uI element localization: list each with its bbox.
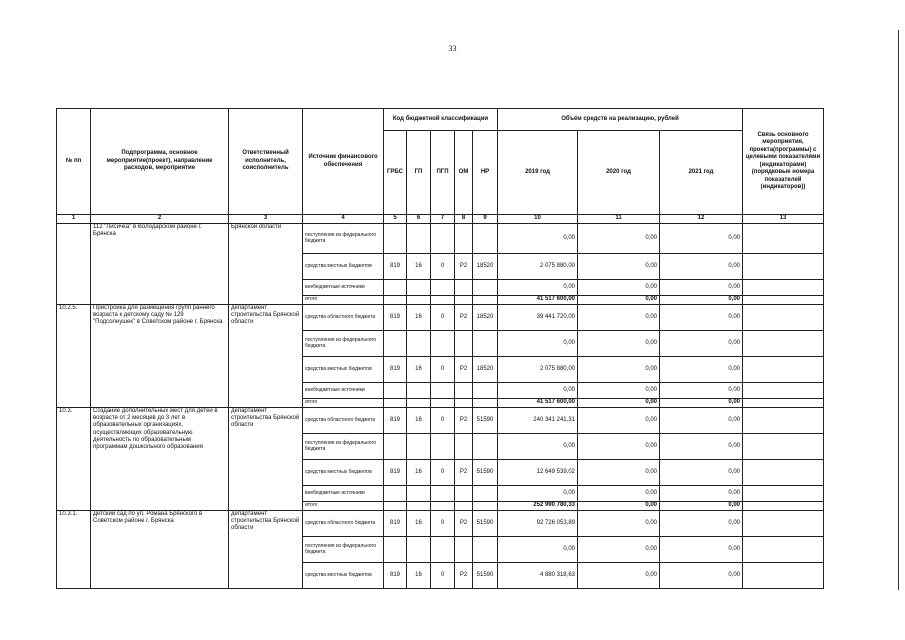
header-2020: 2020 год bbox=[578, 131, 660, 215]
code-pgp: 0 bbox=[431, 460, 455, 486]
amount-2019: 0,00 bbox=[498, 280, 578, 296]
code-pgp bbox=[431, 296, 455, 305]
code-grbs bbox=[384, 434, 407, 460]
amount-2020: 0,00 bbox=[578, 511, 660, 537]
code-pgp bbox=[431, 224, 455, 254]
code-grbs: 819 bbox=[384, 305, 407, 331]
row-number: 10.3.1. bbox=[57, 511, 91, 589]
row-number: 10.3. bbox=[57, 408, 91, 511]
row-number: 10.2.5. bbox=[57, 305, 91, 408]
column-index-cell: 1 bbox=[57, 215, 91, 224]
code-np bbox=[473, 224, 498, 254]
code-gp bbox=[407, 434, 431, 460]
funding-source: внебюджетные источники bbox=[303, 280, 384, 296]
responsible-executor: Брянской области bbox=[229, 224, 303, 305]
row-number bbox=[57, 224, 91, 305]
indicator-link bbox=[743, 511, 824, 537]
header-source: Источник финансового обеспечения bbox=[303, 109, 384, 215]
table-row bbox=[57, 305, 824, 331]
code-om bbox=[455, 537, 473, 563]
amount-2019: 12 649 539,02 bbox=[498, 460, 578, 486]
code-om bbox=[455, 331, 473, 357]
header-num: № пп bbox=[57, 109, 91, 215]
header-gp: ГП bbox=[407, 131, 431, 215]
code-grbs: 819 bbox=[384, 460, 407, 486]
amount-2021: 0,00 bbox=[660, 305, 743, 331]
code-np: 51590 bbox=[473, 563, 498, 589]
code-np: 18520 bbox=[473, 254, 498, 280]
amount-2019: 2 075 880,00 bbox=[498, 357, 578, 383]
code-np bbox=[473, 296, 498, 305]
table-row bbox=[57, 511, 824, 537]
code-om: P2 bbox=[455, 563, 473, 589]
funding-source: внебюджетные источники bbox=[303, 486, 384, 502]
amount-2020: 0,00 bbox=[578, 383, 660, 399]
code-grbs: 819 bbox=[384, 511, 407, 537]
funding-source: внебюджетные источники bbox=[303, 383, 384, 399]
funding-source: средства местных бюджетов bbox=[303, 357, 384, 383]
column-index-cell: 10 bbox=[498, 215, 578, 224]
code-grbs: 819 bbox=[384, 357, 407, 383]
indicator-link bbox=[743, 383, 824, 399]
indicator-link bbox=[743, 331, 824, 357]
amount-2020: 0,00 bbox=[578, 280, 660, 296]
column-index-cell: 8 bbox=[455, 215, 473, 224]
indicator-link bbox=[743, 434, 824, 460]
amount-2021: 0,00 bbox=[660, 460, 743, 486]
amount-2019: 41 517 600,00 bbox=[498, 399, 578, 408]
indicator-link bbox=[743, 460, 824, 486]
indicator-link bbox=[743, 254, 824, 280]
funding-source: средства областного бюджета bbox=[303, 305, 384, 331]
code-om: P2 bbox=[455, 408, 473, 434]
column-index-cell: 6 bbox=[407, 215, 431, 224]
code-om: P2 bbox=[455, 357, 473, 383]
code-om bbox=[455, 280, 473, 296]
amount-2021: 0,00 bbox=[660, 296, 743, 305]
indicator-link bbox=[743, 296, 824, 305]
responsible-executor: департамент строительства Брянской области bbox=[229, 511, 303, 589]
code-grbs bbox=[384, 502, 407, 511]
header-om: ОМ bbox=[455, 131, 473, 215]
amount-2019: 0,00 bbox=[498, 383, 578, 399]
amount-2020: 0,00 bbox=[578, 537, 660, 563]
code-om bbox=[455, 486, 473, 502]
page-edge-line bbox=[898, 30, 899, 590]
code-pgp: 0 bbox=[431, 511, 455, 537]
code-grbs bbox=[384, 296, 407, 305]
amount-2021: 0,00 bbox=[660, 434, 743, 460]
amount-2020: 0,00 bbox=[578, 486, 660, 502]
funding-source: поступления из федерального бюджета bbox=[303, 224, 384, 254]
code-np: 51590 bbox=[473, 511, 498, 537]
budget-table bbox=[56, 108, 824, 589]
code-pgp bbox=[431, 383, 455, 399]
code-gp bbox=[407, 399, 431, 408]
amount-2021: 0,00 bbox=[660, 224, 743, 254]
indicator-link bbox=[743, 537, 824, 563]
amount-2020: 0,00 bbox=[578, 434, 660, 460]
code-np bbox=[473, 486, 498, 502]
code-grbs bbox=[384, 331, 407, 357]
amount-2020: 0,00 bbox=[578, 399, 660, 408]
amount-2019: 240 341 241,31 bbox=[498, 408, 578, 434]
code-gp: 16 bbox=[407, 254, 431, 280]
amount-2019: 0,00 bbox=[498, 537, 578, 563]
code-np bbox=[473, 383, 498, 399]
code-om bbox=[455, 502, 473, 511]
funding-source: поступления из федерального бюджета bbox=[303, 537, 384, 563]
amount-2021: 0,00 bbox=[660, 331, 743, 357]
indicator-link bbox=[743, 280, 824, 296]
header-volume: Объём средств на реализацию, рублей bbox=[498, 109, 743, 131]
code-grbs bbox=[384, 537, 407, 563]
code-pgp: 0 bbox=[431, 408, 455, 434]
amount-2019: 39 441 720,00 bbox=[498, 305, 578, 331]
code-np bbox=[473, 399, 498, 408]
code-gp bbox=[407, 486, 431, 502]
amount-2021: 0,00 bbox=[660, 511, 743, 537]
code-grbs bbox=[384, 224, 407, 254]
amount-2020: 0,00 bbox=[578, 408, 660, 434]
amount-2021: 0,00 bbox=[660, 357, 743, 383]
header-budget-code: Код бюджетной классификации bbox=[384, 109, 498, 131]
code-pgp bbox=[431, 502, 455, 511]
column-index-cell: 7 bbox=[431, 215, 455, 224]
activity-name: Создание дополнительных мест для детей в возрасте от 2 месяцев до 3 лет в образовательных организациях, осуществляющих образовательную деятельность по образовательным программам дошкольного образования bbox=[91, 408, 229, 511]
header-subprogram: Подпрограмма, основное мероприятие(проект), направление расходов, мероприятие bbox=[91, 109, 229, 215]
header-responsible: Ответственный исполнитель, соисполнитель bbox=[229, 109, 303, 215]
code-np bbox=[473, 331, 498, 357]
column-index-cell: 9 bbox=[473, 215, 498, 224]
amount-2021: 0,00 bbox=[660, 537, 743, 563]
code-om: P2 bbox=[455, 460, 473, 486]
column-index-cell: 3 bbox=[229, 215, 303, 224]
funding-source: средства областного бюджета bbox=[303, 408, 384, 434]
code-np bbox=[473, 502, 498, 511]
amount-2019: 0,00 bbox=[498, 434, 578, 460]
amount-2020: 0,00 bbox=[578, 305, 660, 331]
code-pgp bbox=[431, 331, 455, 357]
column-index-cell: 12 bbox=[660, 215, 743, 224]
code-gp: 16 bbox=[407, 511, 431, 537]
indicator-link bbox=[743, 224, 824, 254]
amount-2021: 0,00 bbox=[660, 280, 743, 296]
code-pgp bbox=[431, 537, 455, 563]
funding-source: средства местных бюджетов bbox=[303, 254, 384, 280]
amount-2021: 0,00 bbox=[660, 502, 743, 511]
amount-2020: 0,00 bbox=[578, 502, 660, 511]
amount-2021: 0,00 bbox=[660, 486, 743, 502]
code-om bbox=[455, 383, 473, 399]
table-row bbox=[57, 224, 824, 254]
indicator-link bbox=[743, 399, 824, 408]
indicator-link bbox=[743, 357, 824, 383]
code-grbs bbox=[384, 399, 407, 408]
amount-2020: 0,00 bbox=[578, 357, 660, 383]
code-np: 51590 bbox=[473, 408, 498, 434]
activity-name: 112 "Лисичка" в Володарском районе г. Брянска bbox=[91, 224, 229, 305]
table-row bbox=[57, 408, 824, 434]
funding-source: поступления из федерального бюджета bbox=[303, 434, 384, 460]
amount-2021: 0,00 bbox=[660, 254, 743, 280]
amount-2019: 0,00 bbox=[498, 331, 578, 357]
code-pgp bbox=[431, 486, 455, 502]
code-pgp bbox=[431, 280, 455, 296]
indicator-link bbox=[743, 502, 824, 511]
code-om: P2 bbox=[455, 305, 473, 331]
code-om bbox=[455, 224, 473, 254]
code-gp bbox=[407, 331, 431, 357]
funding-source: средства местных бюджетов bbox=[303, 460, 384, 486]
column-index-cell: 11 bbox=[578, 215, 660, 224]
code-pgp: 0 bbox=[431, 254, 455, 280]
responsible-executor: департамент строительства Брянской области bbox=[229, 408, 303, 511]
code-gp: 16 bbox=[407, 408, 431, 434]
code-grbs: 819 bbox=[384, 254, 407, 280]
code-gp: 16 bbox=[407, 563, 431, 589]
funding-source: средства местных бюджетов bbox=[303, 563, 384, 589]
code-gp bbox=[407, 537, 431, 563]
amount-2020: 0,00 bbox=[578, 254, 660, 280]
amount-2021: 0,00 bbox=[660, 563, 743, 589]
code-gp: 16 bbox=[407, 305, 431, 331]
header-grbs: ГРБС bbox=[384, 131, 407, 215]
amount-2020: 0,00 bbox=[578, 563, 660, 589]
code-np: 18520 bbox=[473, 357, 498, 383]
code-np bbox=[473, 280, 498, 296]
column-index-cell: 2 bbox=[91, 215, 229, 224]
header-link: Связь основного мероприятия, проекта(программы) с целевыми показателями (индикаторами) (порядковые номера показателей (индикаторов)) bbox=[743, 109, 824, 215]
header-2021: 2021 год bbox=[660, 131, 743, 215]
amount-2019: 4 880 318,63 bbox=[498, 563, 578, 589]
code-gp bbox=[407, 296, 431, 305]
code-gp bbox=[407, 280, 431, 296]
amount-2019: 92 726 053,89 bbox=[498, 511, 578, 537]
code-grbs: 819 bbox=[384, 563, 407, 589]
code-np: 51590 bbox=[473, 460, 498, 486]
amount-2019: 252 990 780,33 bbox=[498, 502, 578, 511]
code-pgp: 0 bbox=[431, 357, 455, 383]
activity-name: Пристройка для размещения групп раннего возраста к детскому саду № 129 "Подсолнушек" в Советском районе г. Брянска bbox=[91, 305, 229, 408]
indicator-link bbox=[743, 486, 824, 502]
column-index-cell: 5 bbox=[384, 215, 407, 224]
column-index-cell: 13 bbox=[743, 215, 824, 224]
code-pgp: 0 bbox=[431, 563, 455, 589]
amount-2020: 0,00 bbox=[578, 296, 660, 305]
funding-source: средства областного бюджета bbox=[303, 511, 384, 537]
amount-2019: 0,00 bbox=[498, 486, 578, 502]
header-np: НР bbox=[473, 131, 498, 215]
header-pgp: ПГП bbox=[431, 131, 455, 215]
code-gp bbox=[407, 224, 431, 254]
code-grbs bbox=[384, 383, 407, 399]
amount-2020: 0,00 bbox=[578, 331, 660, 357]
indicator-link bbox=[743, 563, 824, 589]
responsible-executor: департамент строительства Брянской области bbox=[229, 305, 303, 408]
amount-2019: 41 517 600,00 bbox=[498, 296, 578, 305]
code-pgp: 0 bbox=[431, 305, 455, 331]
code-om bbox=[455, 399, 473, 408]
code-gp bbox=[407, 502, 431, 511]
amount-2019: 0,00 bbox=[498, 224, 578, 254]
amount-2020: 0,00 bbox=[578, 460, 660, 486]
table-body bbox=[57, 224, 824, 589]
code-gp: 16 bbox=[407, 357, 431, 383]
code-grbs bbox=[384, 486, 407, 502]
indicator-link bbox=[743, 305, 824, 331]
code-gp bbox=[407, 383, 431, 399]
amount-2019: 2 075 880,00 bbox=[498, 254, 578, 280]
code-gp: 16 bbox=[407, 460, 431, 486]
code-grbs: 819 bbox=[384, 408, 407, 434]
column-index-row bbox=[57, 215, 824, 224]
code-om bbox=[455, 434, 473, 460]
code-pgp bbox=[431, 399, 455, 408]
header-2019: 2019 год bbox=[498, 131, 578, 215]
amount-2021: 0,00 bbox=[660, 399, 743, 408]
code-om: P2 bbox=[455, 254, 473, 280]
amount-2020: 0,00 bbox=[578, 224, 660, 254]
code-om bbox=[455, 296, 473, 305]
code-pgp bbox=[431, 434, 455, 460]
funding-source: итого bbox=[303, 296, 384, 305]
code-np bbox=[473, 537, 498, 563]
indicator-link bbox=[743, 408, 824, 434]
funding-source: итого bbox=[303, 399, 384, 408]
page-number: 33 bbox=[448, 44, 457, 53]
funding-source: поступления из федерального бюджета bbox=[303, 331, 384, 357]
funding-source: итого bbox=[303, 502, 384, 511]
code-np bbox=[473, 434, 498, 460]
column-index-cell: 4 bbox=[303, 215, 384, 224]
code-np: 18520 bbox=[473, 305, 498, 331]
code-om: P2 bbox=[455, 511, 473, 537]
activity-name: Детский сад по ул. Романа Брянского в Советском районе г. Брянска bbox=[91, 511, 229, 589]
amount-2021: 0,00 bbox=[660, 383, 743, 399]
code-grbs bbox=[384, 280, 407, 296]
amount-2021: 0,00 bbox=[660, 408, 743, 434]
